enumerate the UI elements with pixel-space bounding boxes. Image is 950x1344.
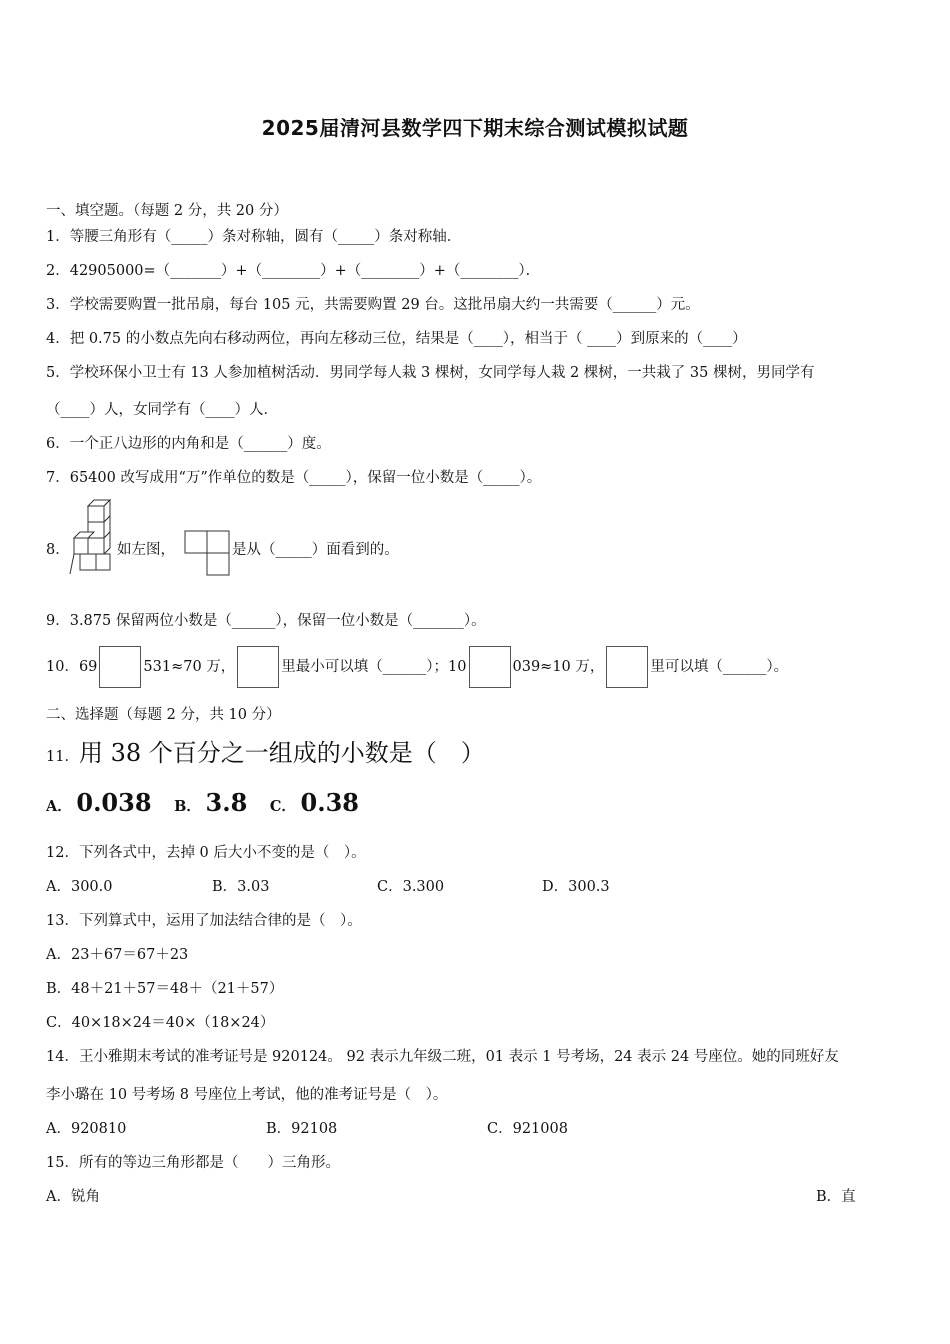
- q11-number: 11．: [46, 749, 79, 765]
- question-2: 2．42905000=（_______）+（________）+（________）+（________）．: [46, 263, 541, 279]
- question-14-line2: 李小璐在 10 号考场 8 号座位上考试，他的准考证号是（ ）。: [46, 1087, 448, 1103]
- question-7: 7．65400 改写成用“万”作单位的数是（_____），保留一位小数是（_____）。: [46, 470, 542, 486]
- q10-part3: 里最小可以填（______）；10: [281, 659, 467, 675]
- answer-box[interactable]: [469, 646, 511, 688]
- q11-options: [46, 788, 377, 822]
- question-8-text1: 如左图，: [117, 542, 175, 558]
- question-4: 4．把 0.75 的小数点先向右移动两位，再向左移动三位，结果是（____），相当于（ ____）到原来的（____）: [46, 331, 747, 347]
- section2-heading: 二、选择题（每题 2 分，共 10 分）: [46, 707, 281, 723]
- q12-option-c[interactable]: C．3.300: [377, 879, 445, 895]
- question-1: 1．等腰三角形有（_____）条对称轴，圆有（_____）条对称轴．: [46, 229, 462, 245]
- q12-option-b[interactable]: B．3.03: [212, 879, 270, 895]
- question-11: [46, 738, 485, 772]
- q10-part4: 039≈10 万，: [512, 659, 605, 675]
- q11-option-a[interactable]: 0.038: [76, 788, 152, 817]
- question-6: 6．一个正八边形的内角和是（______）度。: [46, 436, 331, 452]
- cube-stack-figure: [68, 498, 118, 578]
- question-9: 9．3.875 保留两位小数是（______），保留一位小数是（_______）。: [46, 613, 486, 629]
- question-8-text2: 是从（_____）面看到的。: [232, 542, 399, 558]
- q10-part2: 531≈70 万，: [143, 659, 236, 675]
- q15-option-a[interactable]: A．锐角: [46, 1189, 100, 1205]
- question-8-number: 8．: [46, 542, 70, 558]
- view-grid-figure: [183, 530, 231, 576]
- question-13: 13．下列算式中，运用了加法结合律的是（ ）。: [46, 913, 362, 929]
- q10-part5: 里可以填（______）。: [650, 659, 789, 675]
- q11-text: 用 38 个百分之一组成的小数是（ ）: [78, 739, 485, 767]
- question-3: 3．学校需要购置一批吊扇，每台 105 元，共需要购置 29 台。这批吊扇大约一共需要（______）元。: [46, 297, 700, 313]
- q14-option-b[interactable]: B．92108: [266, 1121, 338, 1137]
- q11-option-c[interactable]: 0.38: [300, 788, 359, 817]
- question-15: 15．所有的等边三角形都是（ ）三角形。: [46, 1155, 340, 1171]
- answer-box[interactable]: [606, 646, 648, 688]
- answer-box[interactable]: [99, 646, 141, 688]
- question-5-line2: （____）人，女同学有（____）人．: [46, 402, 278, 418]
- q11-option-b-letter: B．: [174, 798, 201, 815]
- answer-box[interactable]: [237, 646, 279, 688]
- q10-part1: 10．69: [46, 659, 98, 675]
- q11-option-a-letter: A．: [46, 798, 72, 815]
- q14-option-c[interactable]: C．921008: [487, 1121, 568, 1137]
- q12-option-d[interactable]: D．300.3: [542, 879, 610, 895]
- q14-option-a[interactable]: A．920810: [46, 1121, 127, 1137]
- q15-option-b[interactable]: B．直: [816, 1189, 856, 1205]
- q13-option-a[interactable]: A．23＋67＝67＋23: [46, 947, 189, 963]
- q11-option-c-letter: C．: [269, 798, 296, 815]
- question-14-line1: 14．王小雅期末考试的准考证号是 920124。 92 表示九年级二班，01 表示 1 号考场，24 表示 24 号座位。她的同班好友: [46, 1049, 839, 1065]
- section1-heading: 一、填空题。（每题 2 分，共 20 分）: [46, 203, 288, 219]
- page-title: 2025届清河县数学四下期末综合测试模拟试题: [261, 116, 689, 140]
- q13-option-b[interactable]: B．48＋21＋57＝48＋（21＋57）: [46, 981, 284, 997]
- q12-option-a[interactable]: A．300.0: [46, 879, 113, 895]
- q13-option-c[interactable]: C．40×18×24＝40×（18×24）: [46, 1015, 275, 1031]
- question-10: [46, 646, 788, 688]
- question-5-line1: 5．学校环保小卫士有 13 人参加植树活动．男同学每人栽 3 棵树，女同学每人栽 2 棵树，一共栽了 35 棵树，男同学有: [46, 365, 815, 381]
- q11-option-b[interactable]: 3.8: [205, 788, 248, 817]
- question-12: 12．下列各式中，去掉 0 后大小不变的是（ ）。: [46, 845, 366, 861]
